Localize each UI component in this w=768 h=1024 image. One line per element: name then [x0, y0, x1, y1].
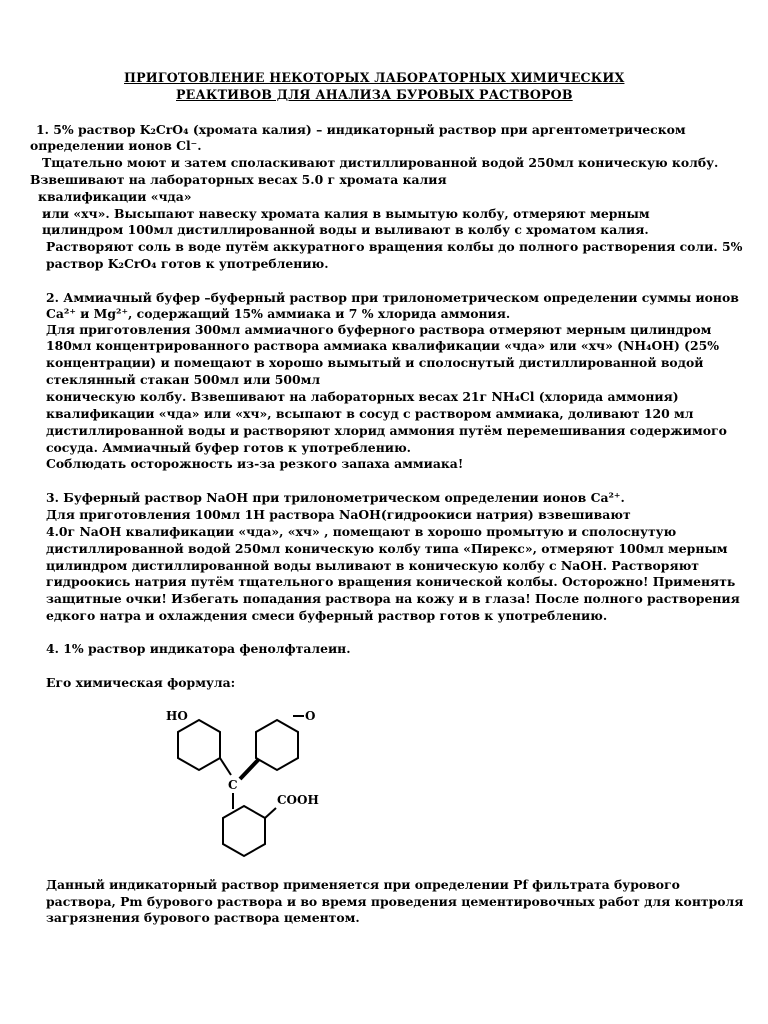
closing-line: загрязнения бурового раствора цементом.: [46, 910, 360, 925]
section-2-line: концентрации) и помещают в хорошо вымытый и сполоснутый дистиллированной водой: [46, 355, 704, 370]
section-3-heading: 3. Буферный раствор NaOH при трилонометрическом определении ионов Ca²⁺.: [46, 490, 625, 505]
label-o: O: [305, 709, 316, 723]
section-1-line: квалификации «чда»: [38, 189, 192, 204]
left-benzene-ring: [178, 720, 220, 770]
cooh-bond: [265, 808, 276, 818]
section-3-line: Для приготовления 100мл 1Н раствора NaOH(гидроокиси натрия) взвешивают: [46, 507, 631, 522]
section-1-line: раствор K₂CrO₄ готов к употреблению.: [46, 256, 329, 271]
section-2-line: стеклянный стакан 500мл или 500мл: [46, 372, 321, 387]
section-2-line: 180мл концентрированного раствора аммиака квалификации «чда» или «хч» (NH₄OH) (25%: [46, 338, 720, 353]
section-2-line: Для приготовления 300мл аммиачного буферного раствора отмеряют мерным цилиндром: [46, 322, 712, 337]
left-ring-bond: [220, 758, 231, 775]
section-2-line: сосуда. Аммиачный буфер готов к употреблению.: [46, 440, 411, 455]
section-3-line: гидроокись натрия путём тщательного вращения конической колбы. Осторожно! Применять: [46, 574, 736, 589]
section-2-line: Ca²⁺ и Mg²⁺, содержащий 15% аммиака и 7 % хлорида аммония.: [46, 306, 511, 321]
document-title-line-1: ПРИГОТОВЛЕНИЕ НЕКОТОРЫХ ЛАБОРАТОРНЫХ ХИМИЧЕСКИХ: [124, 70, 625, 85]
right-ring-bold-bond: [240, 759, 259, 779]
closing-line: Данный индикаторный раствор применяется при определении Pf фильтрата бурового: [46, 877, 680, 892]
section-2-line: коническую колбу. Взвешивают на лабораторных весах 21г NH₄Cl (хлорида аммония): [46, 389, 679, 404]
section-2-heading: 2. Аммиачный буфер –буферный раствор при трилонометрическом определении суммы ионов: [46, 290, 739, 305]
section-1-heading: 1. 5% раствор K₂CrO₄ (хромата калия) – индикаторный раствор при аргентометрическом: [36, 122, 686, 137]
section-2-line: дистиллированной воды и растворяют хлорид аммония путём перемешивания содержимого: [46, 423, 727, 438]
section-1-line: определении ионов Cl⁻.: [30, 138, 202, 153]
document-title-line-2: РЕАКТИВОВ ДЛЯ АНАЛИЗА БУРОВЫХ РАСТВОРОВ: [176, 87, 573, 102]
section-3-line: дистиллированной водой 250мл коническую колбу типа «Пирекс», отмеряют 100мл мерным: [46, 541, 728, 556]
section-1-line: Растворяют соль в воде путём аккуратного вращения колбы до полного растворения соли. 5%: [46, 239, 743, 254]
section-4-heading: 4. 1% раствор индикатора фенолфталеин.: [46, 641, 351, 656]
section-1-line: цилиндром 100мл дистиллированной воды и выливают в колбу с хроматом калия.: [42, 222, 649, 237]
right-benzene-ring: [256, 720, 298, 770]
label-ho: HO: [166, 709, 188, 723]
section-4-line: Его химическая формула:: [46, 675, 236, 690]
section-2-line: Соблюдать осторожность из-за резкого запаха аммиака!: [46, 456, 464, 471]
label-cooh: COOH: [277, 793, 319, 807]
section-3-line: едкого натра и охлаждения смеси буферный раствор готов к употреблению.: [46, 608, 608, 623]
label-c: C: [228, 778, 238, 792]
section-3-line: 4.0г NaOH квалификации «чда», «хч» , помещают в хорошо промытую и сполоснутую: [46, 524, 677, 539]
section-3-line: защитные очки! Избегать попадания раствора на кожу и в глаза! После полного растворения: [46, 591, 740, 606]
closing-line: раствора, Pm бурового раствора и во время проведения цементировочных работ для контроля: [46, 894, 744, 909]
section-1-line: или «хч». Высыпают навеску хромата калия в вымытую колбу, отмеряют мерным: [42, 206, 650, 221]
section-1-line: Взвешивают на лабораторных весах 5.0 г хромата калия: [30, 172, 447, 187]
section-1-line: Тщательно моют и затем споласкивают дистиллированной водой 250мл коническую колбу.: [42, 155, 719, 170]
bottom-benzene-ring: [223, 806, 265, 856]
section-2-line: квалификации «чда» или «хч», всыпают в сосуд с раствором аммиака, доливают 120 мл: [46, 406, 694, 421]
section-3-line: цилиндром дистиллированной воды выливают в коническую колбу с NaOH. Растворяют: [46, 558, 699, 573]
